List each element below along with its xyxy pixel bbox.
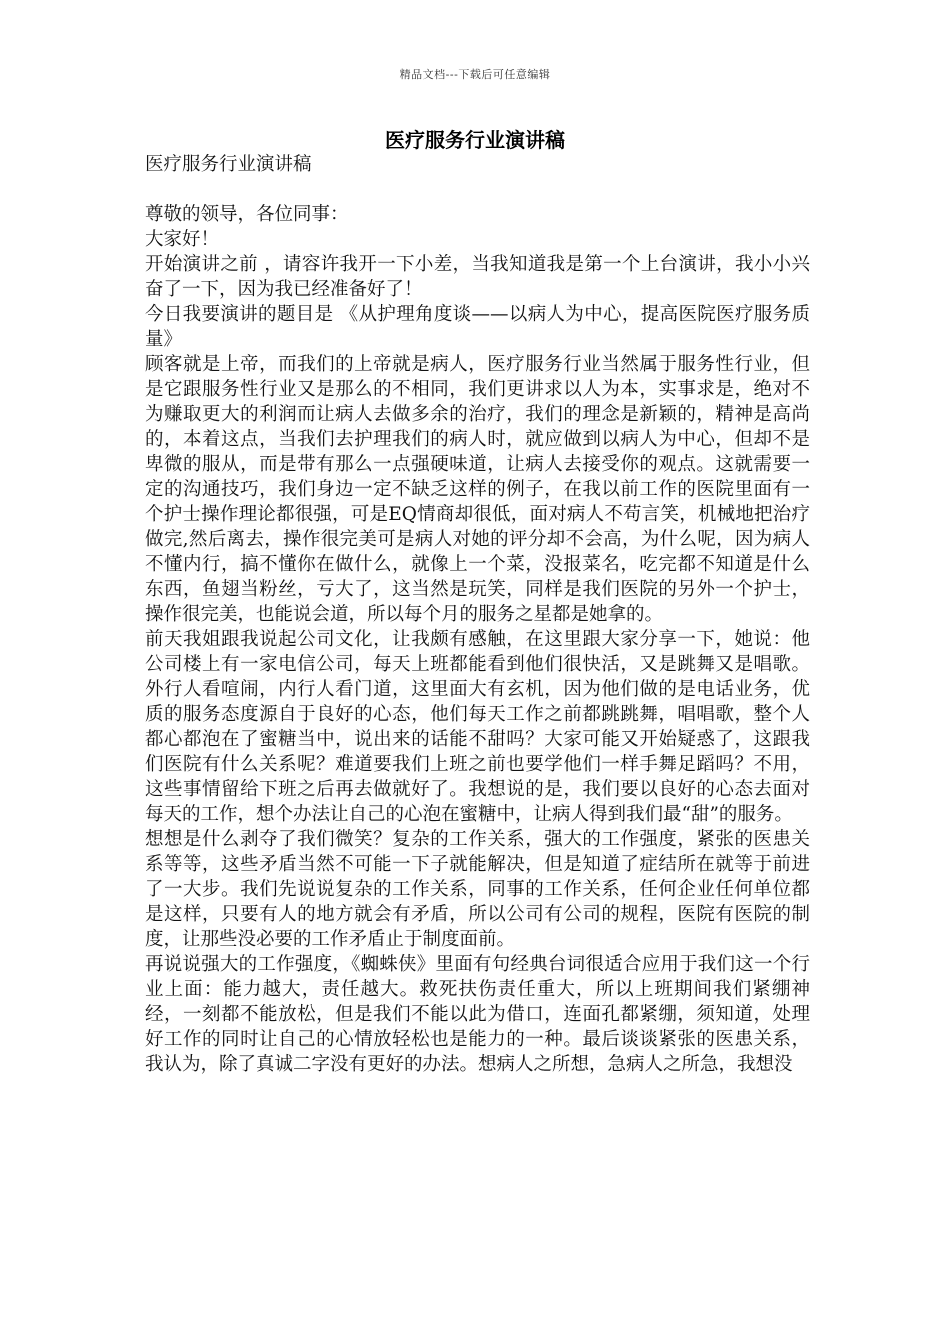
paragraph-what-took-smile: 想想是什么剥夺了我们微笑？复杂的工作关系，强大的工作强度，紧张的医患关系等等，这些矛盾当然不可能一下子就能解决，但是知道了症结所在就等于前进了一大步。我们先说说复杂的工作关系，同事的工作关系，任何企业任何单位都是这样，只要有人的地方就会有矛盾，所以公司有公司的规程，医院有医院的制度，让那些没必要的工作矛盾止于制度面前。 <box>145 829 810 950</box>
salutation: 尊敬的领导，各位同事： <box>145 204 349 225</box>
paragraph-company-culture: 前天我姐跟我说起公司文化，让我颇有感触，在这里跟大家分享一下，她说：他公司楼上有一家电信公司，每天上班都能看到他们很快活，又是跳舞又是唱歌。外行人看喧闹，内行人看门道，这里面大有玄机，因为他们做的是电话业务，优质的服务态度源自于良好的心态，他们每天工作之前都跳跳舞，唱唱歌，整个人都心都泡在了蜜糖当中，说出来的话能不甜吗？大家可能又开始疑惑了，这跟我们医院有什么关系呢？难道要我们上班之前也要学他们一样手舞足蹈吗？不用，这些事情留给下班之后再去做就好了。我想说的是，我们要以良好的心态去面对每天的工作，想个办法让自己的心泡在蜜糖中，让病人得到我们最“甜”的服务。 <box>145 629 810 825</box>
paragraph-work-intensity: 再说说强大的工作强度，《蜘蛛侠》里面有句经典台词很适合应用于我们这一个行业上面：能力越大，责任越大。救死扶伤责任重大，所以上班期间我们紧绷神经，一刻都不能放松，但是我们不能以此为借口，连面孔都紧绷，须知道，处理好工作的同时让自己的心情放轻松也是能力的一种。最后谈谈紧张的医患关系，我认为，除了真诚二字没有更好的办法。想病人之所想，急病人之所急，我想没 <box>145 954 810 1075</box>
paragraph-topic: 今日我要演讲的题目是 《从护理角度谈——以病人为中心，提高医院医疗服务质量》 <box>145 304 810 350</box>
paragraph-customer-is-god: 顾客就是上帝，而我们的上帝就是病人，医疗服务行业当然属于服务性行业，但是它跟服务性行业又是那么的不相同，我们更讲求以人为本，实事求是，绝对不为赚取更大的利润而让病人去做多余的治疗，我们的理念是新颖的，精神是高尚的，本着这点，当我们去护理我们的病人时，就应做到以病人为中心，但却不是卑微的服从，而是带有那么一点强硬味道，让病人去接受你的观点。这就需要一定的沟通技巧，我们身边一定不缺乏这样的例子，在我以前工作的医院里面有一个护士操作理论都很强，可是EQ情商却很低，面对病人不苟言笑，机械地把治疗做完,然后离去，操作很完美可是病人对她的评分却不会高，为什么呢，因为病人不懂内行，搞不懂你在做什么，就像上一个菜，没报菜名，吃完都不知道是什么东西，鱼翅当粉丝，亏大了，这当然是玩笑，同样是我们医院的另外一个护士，操作很完美，也能说会道，所以每个月的服务之星都是她拿的。 <box>145 354 810 625</box>
greeting: 大家好！ <box>145 229 220 250</box>
document-title: 医疗服务行业演讲稿 <box>385 128 565 152</box>
document-subtitle: 医疗服务行业演讲稿 <box>145 154 312 175</box>
document-body <box>145 152 810 1077</box>
paragraph-opening: 开始演讲之前 ，请容许我开一下小差，当我知道我是第一个上台演讲，我小小兴奋了一下，因为我已经准备好了！ <box>145 254 810 300</box>
page-header: 精品文档---下载后可任意编辑 <box>399 68 551 81</box>
